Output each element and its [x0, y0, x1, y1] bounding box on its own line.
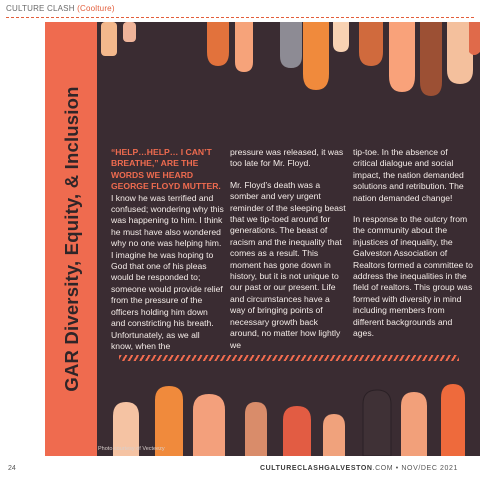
article-panel	[97, 22, 480, 456]
column-1-text: I know he was terrified and confused; wondering why this was happening to him. I think he must have also wondered why no one was helping him. I imagine he was hoping to God that one of his pleas would be responded to; someone would provide relief from the pressure of the officers holding him down and constricting his breath. Unfortunately, as we all know, when the	[111, 192, 224, 351]
column-3-paragraph-2: In response to the outcry from the community about the injustices of inequality, the Galveston Association of Realtors formed a committee to address the inequalities in the field of realtors. This group was formed with diversity in mind including members from different backgrounds and ages.	[353, 214, 473, 339]
article-column-3	[353, 147, 473, 350]
article-column-2	[230, 147, 347, 361]
footer-domain: .COM	[372, 465, 394, 472]
section-subname: (Coolture)	[77, 4, 115, 13]
section-header	[6, 4, 476, 16]
lead-quote: “HELP…HELP… I CAN’T BREATHE,” ARE THE WORDS WE HEARD GEORGE FLOYD MUTTER.	[111, 147, 221, 192]
column-3-paragraph-1: tip-toe. In the absence of critical dialogue and social impact, the nation demanded solutions and retribution. The nation demanded change!	[353, 147, 464, 203]
photo-credit: Photo courtesy of Vecteezy	[98, 446, 165, 452]
footer-issue: • NOV/DEC 2021	[393, 465, 458, 472]
column-1-paragraph	[111, 147, 224, 352]
raised-hands-top-illustration	[97, 22, 480, 132]
header-divider	[6, 17, 474, 18]
column-2-paragraph-1: pressure was released, it was too late for Mr. Floyd.	[230, 147, 344, 169]
section-name: CULTURE CLASH	[6, 4, 75, 13]
footer-publication	[260, 465, 458, 472]
footer-site: CULTURECLASHGALVESTON	[260, 465, 373, 472]
article-column-1	[111, 147, 224, 362]
page-number: 24	[8, 465, 16, 472]
decorative-hatch-divider	[119, 355, 459, 361]
vertical-title: GAR Diversity, Equity, & Inclusion	[61, 86, 82, 392]
column-2-paragraph-2: Mr. Floyd’s death was a somber and very urgent reminder of the sleeping beast that we tip-toed around for generations. The beast of racism and the inequality that comes as a result. This moment has gone down in history, but it is not unique to our past or our present. Life and circumstances have a way of bringing points of necessary growth back around, no matter how lightly we	[230, 179, 346, 350]
raised-hands-bottom-illustration	[97, 377, 480, 456]
